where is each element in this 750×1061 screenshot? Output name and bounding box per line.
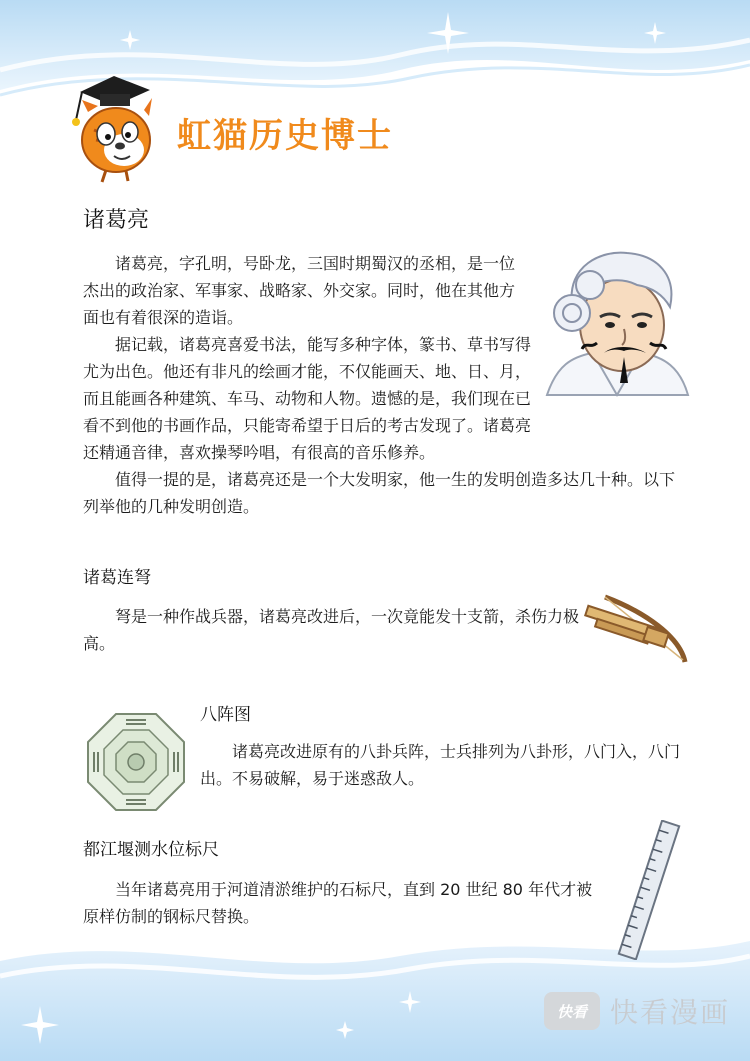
watermark — [544, 991, 730, 1031]
section-title-crossbow: 诸葛连弩 — [83, 568, 151, 588]
measuring-ruler-icon — [610, 820, 685, 960]
bagua-formation-icon — [86, 712, 186, 812]
article-title: 诸葛亮 — [83, 208, 150, 233]
page-header — [62, 70, 482, 185]
inventions-paragraph: 值得一提的是，诸葛亮还是一个大发明家，他一生的发明创造多达几十种。以下列举他的几种发明创造。 — [83, 470, 676, 516]
zhuge-liang-portrait — [542, 245, 692, 403]
intro-paragraph: 诸葛亮，字孔明，号卧龙，三国时期蜀汉的丞相，是一位杰出的政治家、军事家、战略家、外交家。同时，他在其他方面也有着很深的造诣。 — [83, 254, 516, 327]
cat-mascot-icon — [62, 70, 167, 185]
crossbow-icon — [575, 592, 693, 664]
page-header-title: 虹猫历史博士 — [177, 116, 393, 156]
watermark-text: 快看漫画 — [609, 996, 730, 1029]
section-text-crossbow: 弩是一种作战兵器，诸葛亮改进后，一次竟能发十支箭，杀伤力极高。 — [83, 607, 580, 653]
section-title-ruler: 都江堰测水位标尺 — [83, 840, 219, 860]
section-title-bagua: 八阵图 — [200, 705, 251, 725]
watermark-logo: 快看 — [544, 992, 600, 1030]
section-text-bagua: 诸葛亮改进原有的八卦兵阵，士兵排列为八卦形，八门入，八门出。不易破解，易于迷惑敌人。 — [200, 742, 681, 788]
section-text-ruler: 当年诸葛亮用于河道清淤维护的石标尺，直到 20 世纪 80 年代才被原样仿制的钢标尺替换。 — [83, 880, 593, 926]
arts-paragraph: 据记载，诸葛亮喜爱书法，能写多种字体，篆书、草书写得尤为出色。他还有非凡的绘画才能，不仅能画天、地、日、月，而且能画各种建筑、车马、动物和人物。遗憾的是，我们现在已看不到他的书画作品，只能寄希望于日后的考古发现了。诸葛亮还精通音律，喜欢操琴吟唱，有很高的音乐修养。 — [83, 335, 532, 462]
